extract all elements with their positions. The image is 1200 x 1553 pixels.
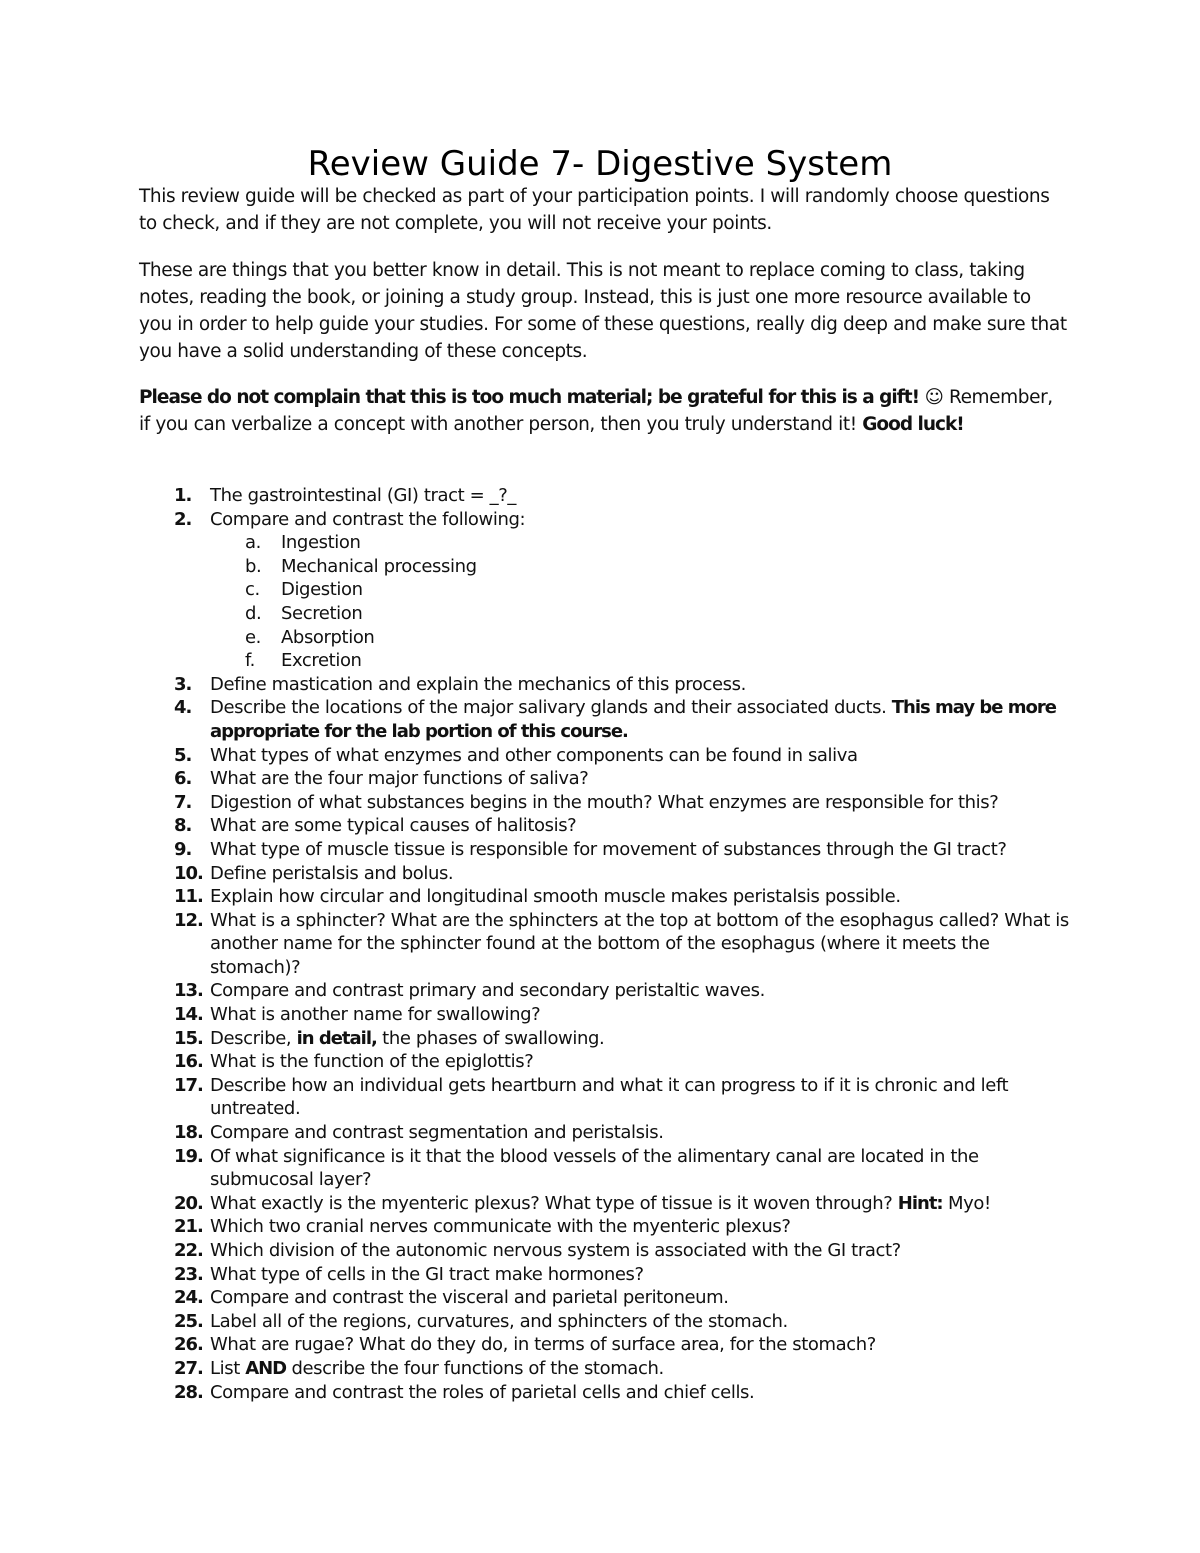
list-item	[0, 1027, 1070, 1051]
question-number: 1.	[174, 485, 192, 506]
question-number: 15.	[174, 1027, 203, 1049]
question-text-post: the phases of swallowing.	[376, 1027, 605, 1049]
intro-3-text: Remember, if you can verbalize a concept with another person, then you truly understand it!	[139, 387, 1053, 435]
list-item	[0, 1145, 1070, 1192]
list-item	[0, 1215, 1070, 1239]
question-number: 12.	[174, 909, 203, 931]
sub-text: Mechanical processing	[281, 555, 477, 577]
question-number: 20.	[174, 1192, 203, 1214]
question-number: 11.	[174, 886, 203, 908]
question-number: 28.	[174, 1381, 203, 1403]
list-item	[0, 696, 1070, 743]
question-number: 3.	[174, 673, 192, 695]
question-text: What types of what enzymes and other components can be found in saliva	[210, 744, 858, 766]
question-number: 16.	[174, 1051, 203, 1073]
question-text: What are some typical causes of halitosis?	[210, 815, 577, 837]
sub-item	[0, 649, 1200, 673]
list-item	[0, 1050, 1070, 1074]
sub-item	[0, 602, 1200, 626]
list-item	[0, 673, 1070, 697]
question-text: Describe the locations of the major salivary glands and their associated ducts.	[210, 697, 892, 719]
question-number: 9.	[174, 838, 192, 860]
sub-letter: c.	[245, 579, 260, 601]
question-bold: AND	[245, 1357, 287, 1379]
list-item	[0, 1333, 1070, 1357]
question-text: What are rugae? What do they do, in terms of surface area, for the stomach?	[210, 1334, 876, 1356]
question-text: What type of muscle tissue is responsible for movement of substances through the GI tract?	[210, 838, 1007, 860]
question-number: 27.	[174, 1357, 203, 1379]
sub-letter: d.	[245, 602, 262, 624]
question-number: 10.	[174, 862, 203, 884]
question-bold: Hint:	[897, 1192, 943, 1214]
list-item	[0, 1286, 1070, 1310]
question-text-pre: Describe,	[210, 1027, 297, 1049]
question-number: 4.	[174, 697, 192, 719]
question-text: What is the function of the epiglottis?	[210, 1051, 534, 1073]
question-text: What is another name for swallowing?	[210, 1004, 541, 1026]
question-number: 18.	[174, 1122, 203, 1144]
question-list	[0, 484, 1200, 1404]
question-number: 2.	[174, 508, 192, 530]
list-item	[0, 484, 1070, 508]
sub-text: Digestion	[281, 579, 363, 601]
question-number: 6.	[174, 768, 192, 790]
sub-item	[0, 626, 1200, 650]
question-number: 22.	[174, 1240, 203, 1261]
sub-letter: e.	[245, 626, 261, 648]
list-item	[0, 1121, 1070, 1145]
question-text-pre: What exactly is the myenteric plexus? What type of tissue is it woven through?	[210, 1192, 898, 1214]
intro-paragraph-1: This review guide will be checked as part of your participation points. I will randomly choose questions to check, and if they are not complete, you will not receive your points.	[139, 186, 1050, 234]
list-item	[0, 979, 1070, 1003]
list-item	[0, 508, 1070, 532]
question-text: Compare and contrast the visceral and parietal peritoneum.	[210, 1287, 729, 1309]
question-text: Which two cranial nerves communicate with the myenteric plexus?	[210, 1216, 791, 1238]
smiley-icon: ☺	[924, 387, 944, 408]
question-text: Define peristalsis and bolus.	[210, 862, 454, 884]
question-number: 8.	[174, 815, 192, 837]
intro-paragraph-2: These are things that you better know in detail. This is not meant to replace coming to class, taking notes, reading the book, or joining a study group. Instead, this is just one more resource available to you in order to help guide your studies. For some of these questions, really dig deep and make sure that you have a solid understanding of these concepts.	[139, 260, 1067, 362]
intro-paragraph-3	[139, 384, 1069, 438]
list-item	[0, 909, 1070, 980]
sub-letter: a.	[245, 532, 261, 554]
list-item	[0, 885, 1070, 909]
question-text: Explain how circular and longitudinal smooth muscle makes peristalsis possible.	[210, 886, 901, 908]
sub-item	[0, 578, 1200, 602]
list-item	[0, 1192, 1070, 1216]
list-item	[0, 1381, 1070, 1405]
bold-notice: Please do not complain that this is too much material; be grateful for this is a gift!	[139, 387, 920, 408]
question-bold: in detail,	[296, 1027, 377, 1049]
question-text: Compare and contrast the roles of parietal cells and chief cells.	[210, 1381, 755, 1403]
page-title: Review Guide 7- Digestive System	[307, 144, 893, 184]
question-text: Compare and contrast the following:	[210, 508, 526, 530]
question-text: What are the four major functions of saliva?	[210, 768, 589, 790]
list-item	[0, 767, 1070, 791]
question-number: 21.	[174, 1216, 203, 1238]
list-item	[0, 1310, 1070, 1334]
question-text: Compare and contrast segmentation and peristalsis.	[210, 1122, 664, 1144]
question-text-pre: List	[210, 1357, 246, 1379]
list-item	[0, 1239, 1070, 1263]
sub-item	[0, 555, 1200, 579]
sub-text: Excretion	[281, 650, 362, 672]
question-number: 5.	[174, 744, 192, 766]
sub-letter: f.	[245, 650, 255, 672]
question-text: Label all of the regions, curvatures, and sphincters of the stomach.	[210, 1310, 788, 1332]
list-item	[0, 838, 1070, 862]
question-text: What type of cells in the GI tract make hormones?	[210, 1263, 644, 1285]
list-item	[0, 1357, 1070, 1381]
question-text: Digestion of what substances begins in the mouth? What enzymes are responsible for this?	[210, 791, 999, 813]
question-number: 13.	[174, 980, 203, 1002]
question-number: 19.	[174, 1145, 203, 1167]
list-item	[0, 814, 1070, 838]
list-item	[0, 1003, 1070, 1027]
question-text-post: describe the four functions of the stomach.	[286, 1357, 664, 1379]
question-number: 7.	[174, 791, 192, 813]
question-number: 24.	[174, 1287, 203, 1309]
question-number: 17.	[174, 1074, 203, 1096]
question-text-post: Myo!	[942, 1192, 991, 1214]
question-text: Which division of the autonomic nervous system is associated with the GI tract?	[210, 1240, 901, 1261]
question-text: Compare and contrast primary and secondary peristaltic waves.	[210, 980, 765, 1002]
question-text: The gastrointestinal (GI) tract = _?_	[210, 485, 516, 506]
sub-item	[0, 531, 1200, 555]
sub-text: Ingestion	[281, 532, 361, 554]
question-text: Describe how an individual gets heartburn and what it can progress to if it is chronic and left untreated.	[210, 1074, 1009, 1120]
question-number: 23.	[174, 1263, 203, 1285]
list-item	[0, 862, 1070, 886]
list-item	[0, 1263, 1070, 1287]
sub-text: Absorption	[281, 626, 375, 648]
question-text: Of what significance is it that the blood vessels of the alimentary canal are located in the submucosal layer?	[210, 1145, 979, 1191]
list-item	[0, 791, 1070, 815]
list-item	[0, 744, 1070, 768]
list-item	[0, 1074, 1070, 1121]
question-number: 14.	[174, 1004, 203, 1026]
question-text: What is a sphincter? What are the sphincters at the top at bottom of the esophagus called? What is another name for the sphincter found at the bottom of the esophagus (where it meets the stomach)?	[210, 909, 1069, 978]
question-text: Define mastication and explain the mechanics of this process.	[210, 673, 746, 695]
question-bold-note: This may be more appropriate for the lab portion of this course.	[210, 697, 1056, 742]
sub-letter: b.	[245, 555, 262, 577]
question-number: 25.	[174, 1310, 203, 1332]
question-number: 26.	[174, 1334, 203, 1356]
good-luck: Good luck!	[862, 414, 964, 435]
sub-text: Secretion	[281, 602, 363, 624]
